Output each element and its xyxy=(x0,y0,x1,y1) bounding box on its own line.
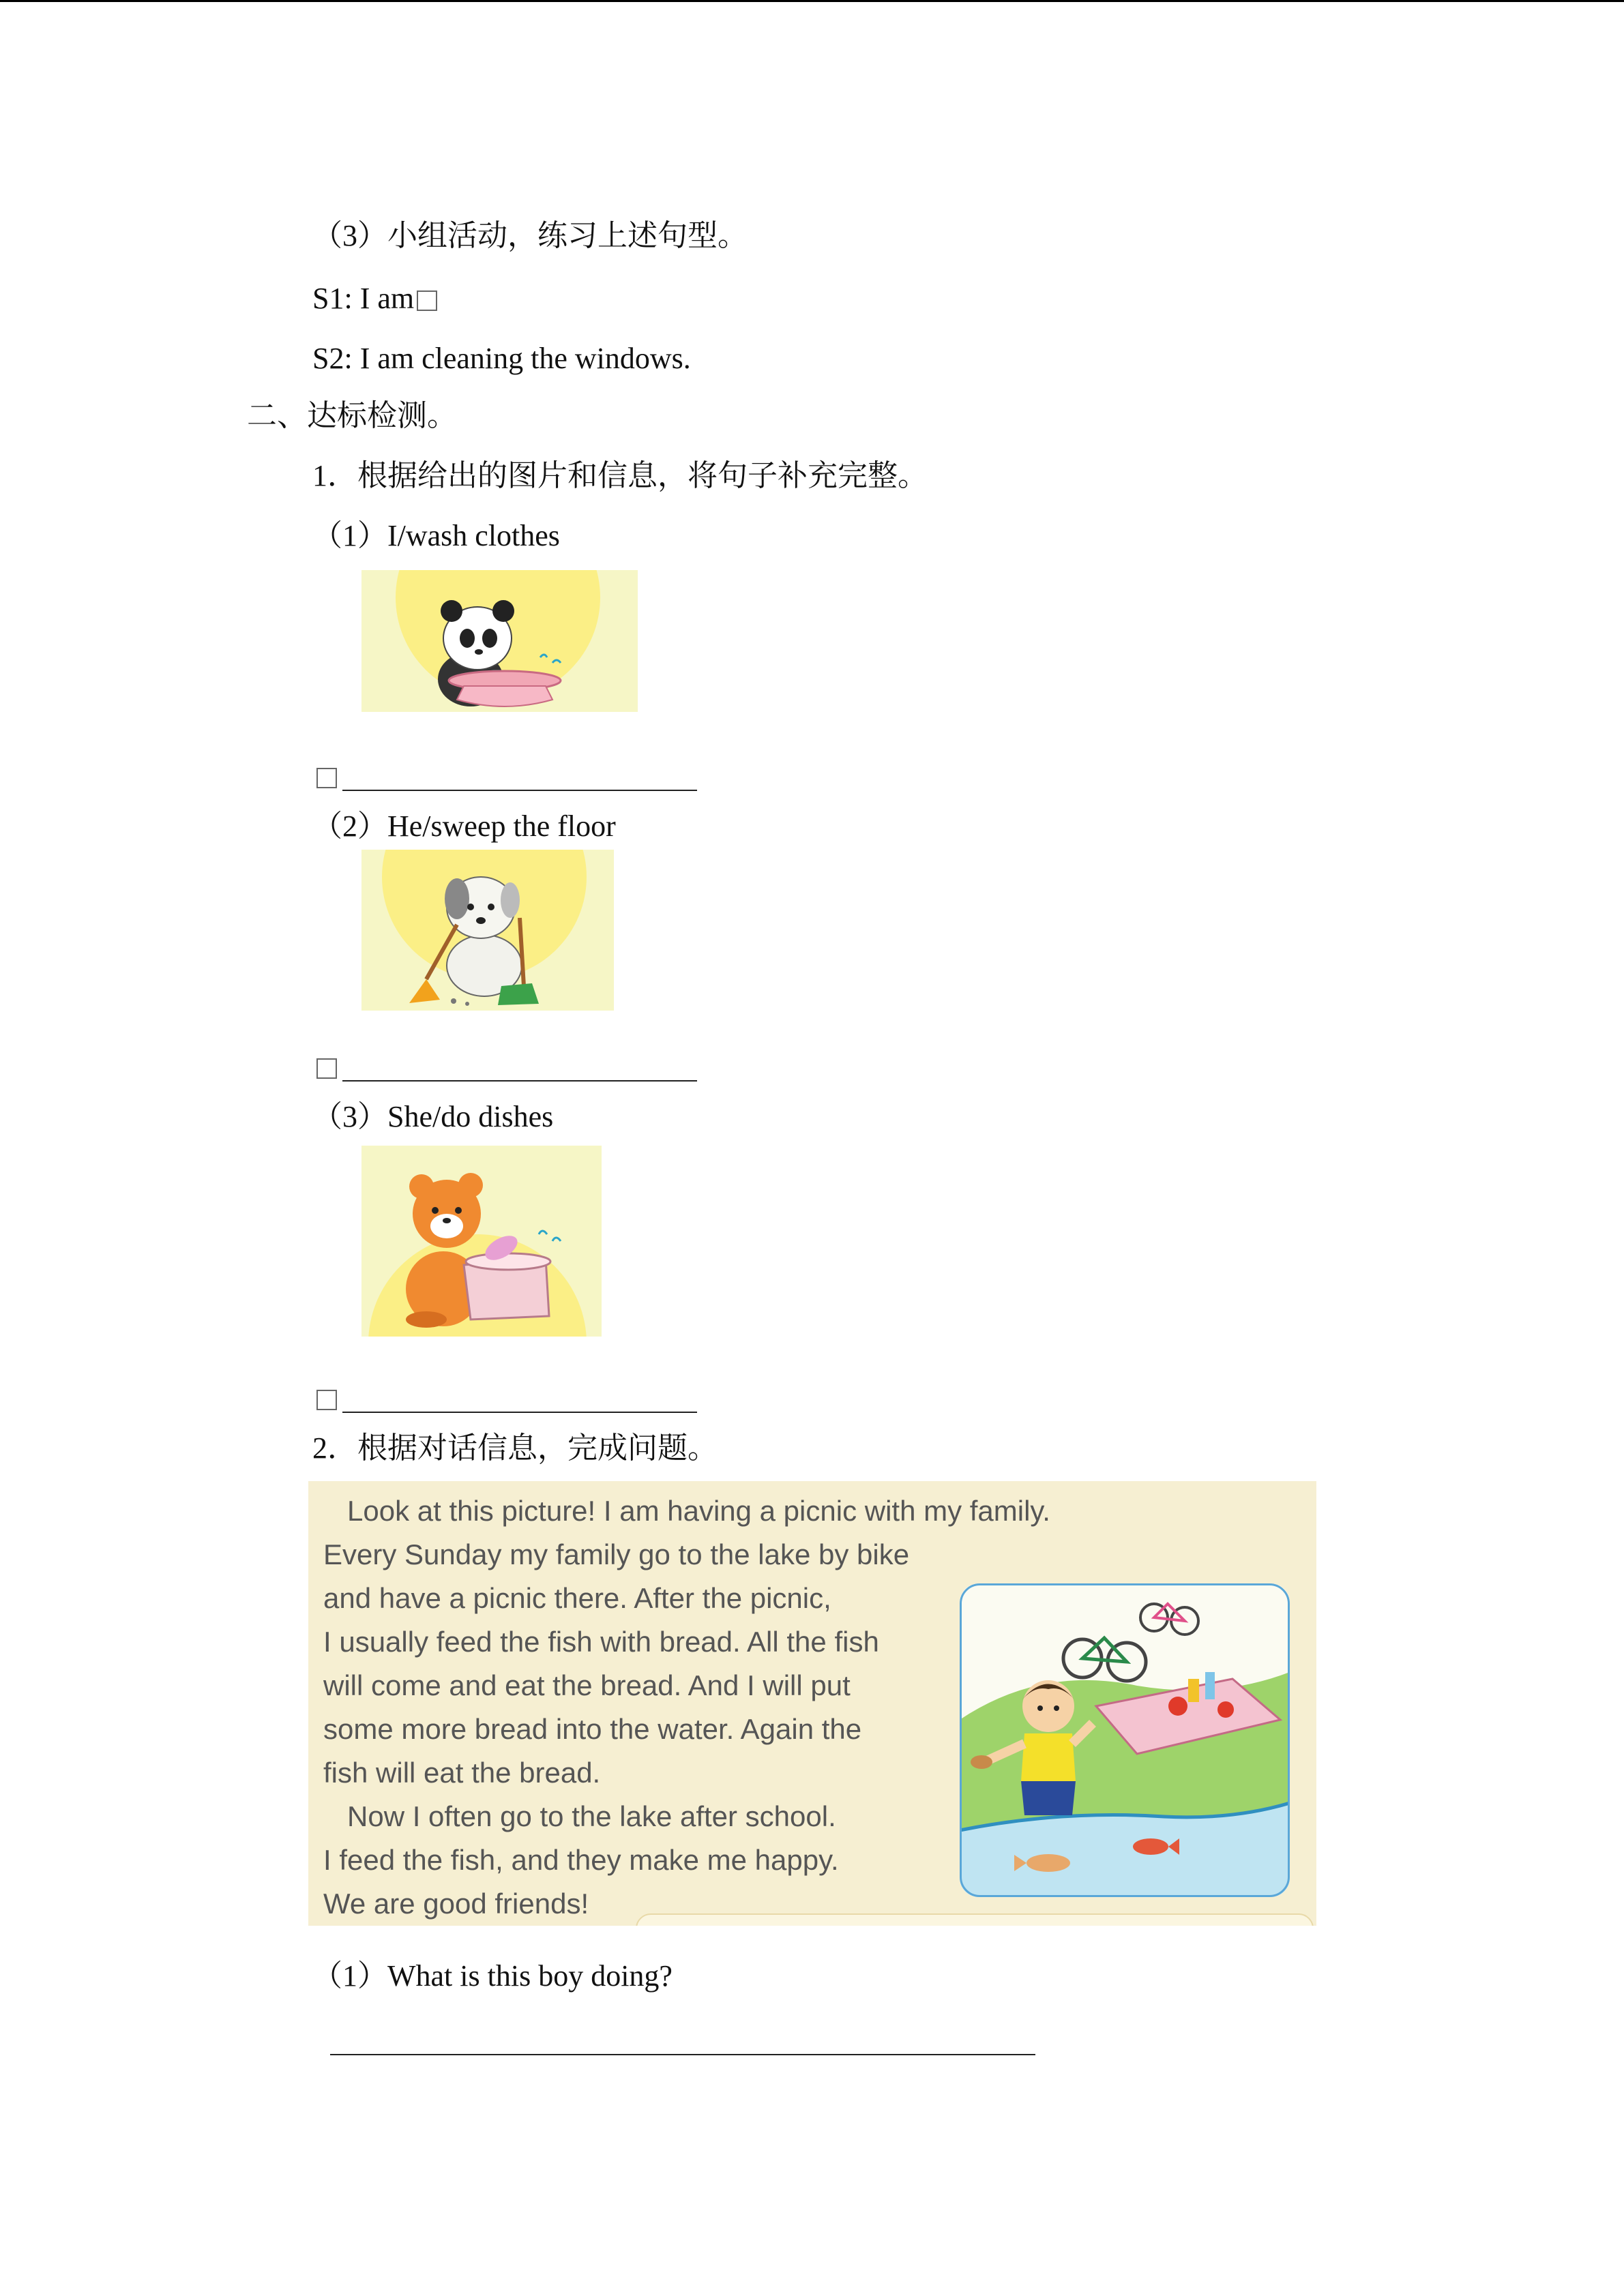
question-2-prompt: （2）He/sweep the floor xyxy=(312,809,616,843)
passage-line: and have a picnic there. After the picnic, xyxy=(323,1582,831,1614)
dog-sweeping-floor-image xyxy=(361,850,614,1011)
checkbox-marker xyxy=(316,768,337,788)
page-top-border xyxy=(0,0,1624,2)
dog-illustration xyxy=(361,850,614,1011)
passage-line: some more bread into the water. Again the xyxy=(323,1713,862,1745)
passage-bottom-banner xyxy=(636,1913,1314,1926)
checkbox-marker xyxy=(316,1390,337,1410)
checkbox-marker xyxy=(316,1058,337,1079)
section-2-heading: 二、达标检测。 xyxy=(247,399,457,432)
passage-line: will come and eat the bread. And I will put xyxy=(323,1669,851,1701)
passage-line: Now I often go to the lake after school. xyxy=(323,1800,836,1832)
panda-washing-clothes-image xyxy=(361,570,638,712)
bear-illustration xyxy=(361,1146,602,1337)
s1-text: S1: I am xyxy=(312,282,415,315)
s1-sentence xyxy=(312,280,437,318)
reading-passage xyxy=(308,1481,1316,1926)
question-1-prompt: （1）I/wash clothes xyxy=(312,519,560,552)
answer-line-3[interactable] xyxy=(342,1412,697,1413)
passage-line: I usually feed the fish with bread. All the fish xyxy=(323,1626,879,1658)
activity-3-heading: （3）小组活动，练习上述句型。 xyxy=(312,219,748,252)
picnic-lake-illustration xyxy=(960,1583,1290,1897)
passage-line: Every Sunday my family go to the lake by bike xyxy=(323,1538,910,1570)
question-3-prompt: （3）She/do dishes xyxy=(312,1100,554,1133)
panda-illustration xyxy=(361,570,638,712)
bear-doing-dishes-image xyxy=(361,1146,602,1337)
passage-line: fish will eat the bread. xyxy=(323,1757,601,1789)
task-2-instruction: 2．根据对话信息，完成问题。 xyxy=(312,1431,718,1465)
passage-line: Look at this picture! I am having a picnic with my family. xyxy=(323,1495,1050,1527)
passage-line: I feed the fish, and they make me happy. xyxy=(323,1844,839,1876)
placeholder-box xyxy=(417,290,437,311)
passage-line: We are good friends! xyxy=(323,1888,589,1920)
s2-sentence: S2: I am cleaning the windows. xyxy=(312,342,691,375)
answer-line-2[interactable] xyxy=(342,1080,697,1082)
task-1-instruction: 1．根据给出的图片和信息，将句子补充完整。 xyxy=(312,459,928,492)
answer-line-1[interactable] xyxy=(342,790,697,791)
answer-line-final[interactable] xyxy=(330,2054,1035,2055)
question-prompt: （1）What is this boy doing? xyxy=(312,1959,673,1993)
